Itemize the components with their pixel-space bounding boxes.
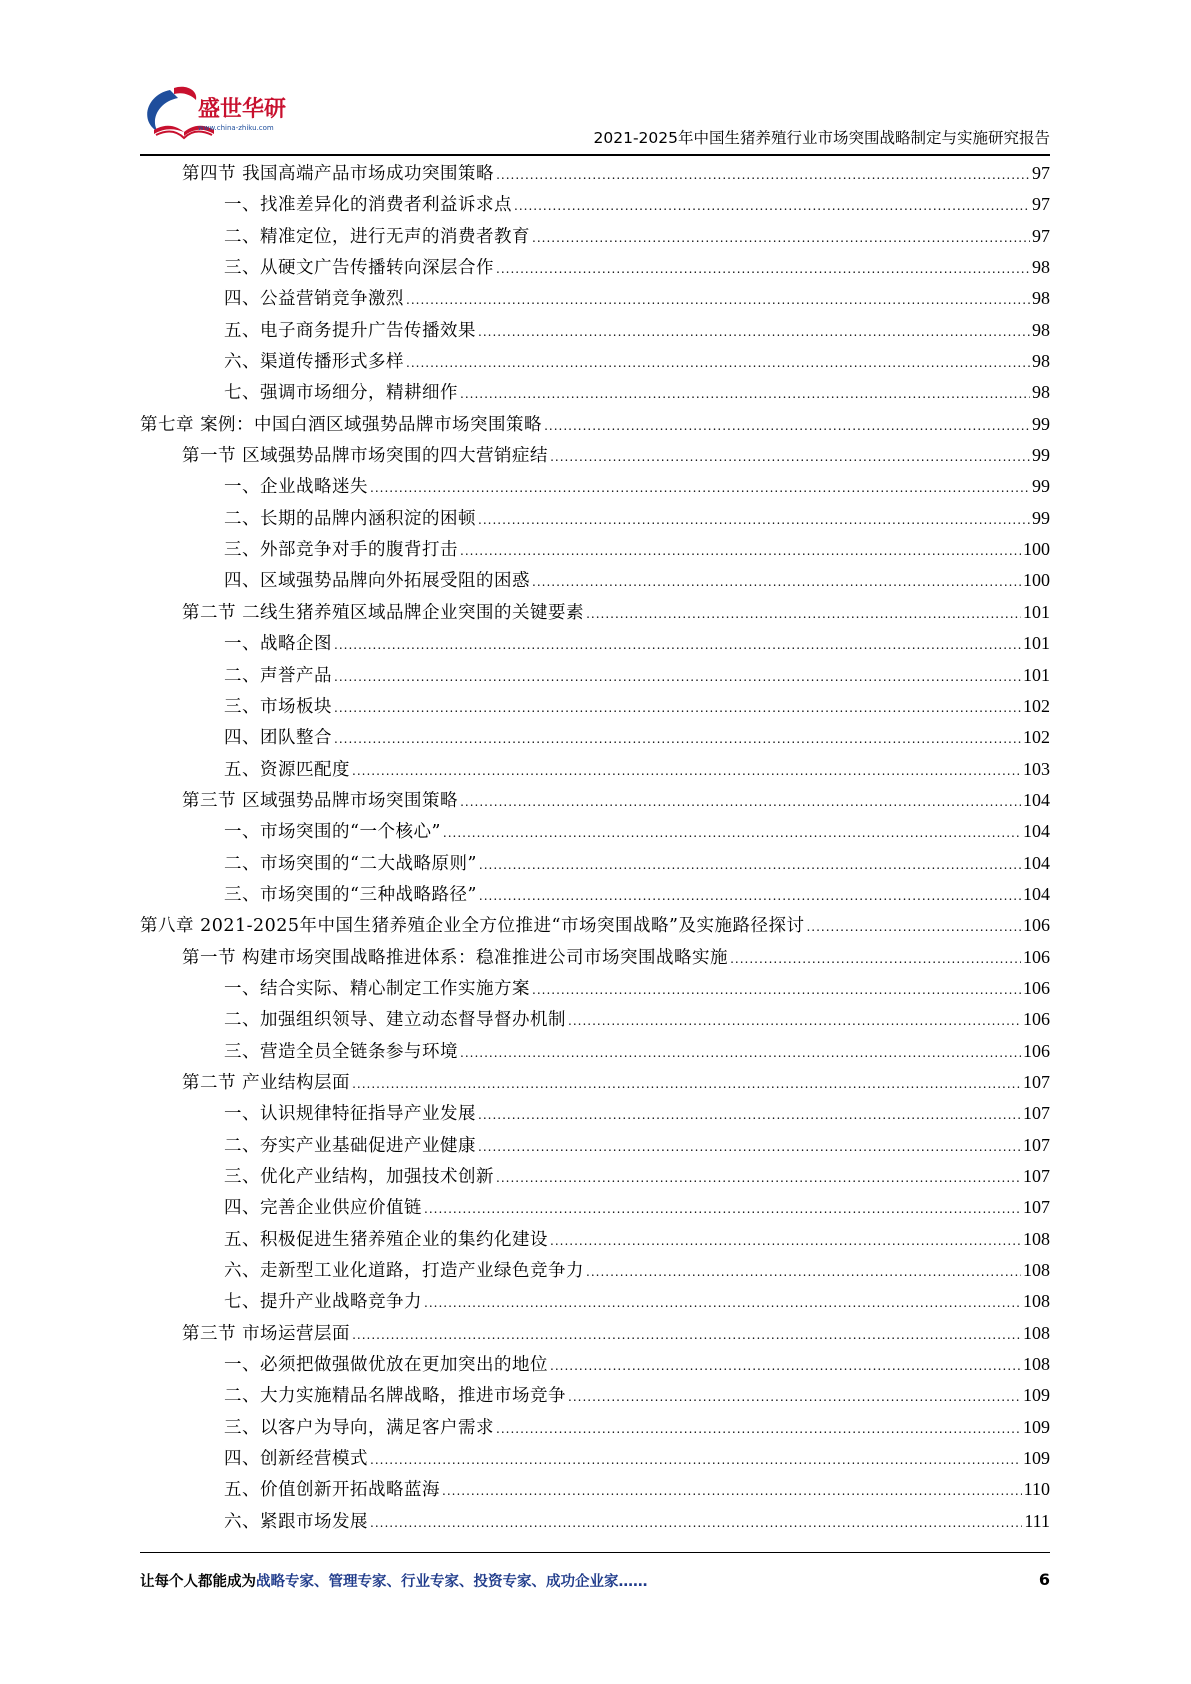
toc-dot-leader [730, 944, 1021, 975]
toc-entry-page: 107 [1023, 1166, 1050, 1186]
toc-entry-page: 104 [1023, 883, 1050, 904]
toc-entry-page: 97 [1032, 194, 1050, 215]
toc-entry-page: 106 [1023, 915, 1050, 936]
toc-entry-title: 三、外部竞争对手的腹背打击 [224, 540, 458, 561]
toc-entry[interactable] [140, 471, 1050, 502]
toc-entry[interactable] [140, 1224, 1050, 1255]
toc-entry-title: 七、提升产业战略竞争力 [224, 1292, 422, 1313]
toc-entry[interactable] [140, 816, 1050, 847]
toc-entry[interactable] [140, 785, 1050, 816]
toc-entry[interactable] [140, 1130, 1050, 1161]
toc-entry-page: 97 [1032, 225, 1050, 246]
toc-dot-leader [586, 599, 1021, 630]
slogan-highlight: 战略专家、管理专家、行业专家、投资专家、成功企业家…… [256, 1574, 648, 1590]
toc-entry[interactable] [140, 722, 1050, 753]
toc-dot-leader [496, 254, 1030, 285]
toc-dot-leader [460, 379, 1030, 410]
toc-entry-title: 二、市场突围的“二大战略原则” [224, 853, 477, 874]
toc-entry-page: 111 [1024, 1510, 1050, 1531]
toc-entry-title: 六、渠道传播形式多样 [224, 352, 404, 373]
toc-entry[interactable] [140, 1067, 1050, 1098]
toc-entry-title: 二、长期的品牌内涵积淀的困顿 [224, 508, 476, 529]
toc-entry-title: 二、加强组织领导、建立动态督导督办机制 [224, 1010, 566, 1031]
page-footer [140, 1570, 1050, 1600]
toc-dot-leader [568, 1382, 1021, 1413]
slogan-prefix: 让每个人都能成为 [140, 1574, 256, 1590]
toc-entry-page: 98 [1032, 319, 1050, 340]
toc-dot-leader [352, 1320, 1021, 1351]
toc-entry[interactable] [140, 534, 1050, 565]
table-of-contents [140, 158, 1050, 1537]
toc-entry-page: 104 [1023, 789, 1050, 810]
toc-dot-leader [568, 1006, 1021, 1037]
toc-entry-page: 100 [1023, 570, 1050, 591]
toc-entry-page: 106 [1023, 1009, 1050, 1030]
toc-entry-page: 99 [1032, 476, 1050, 497]
page-number: 6 [1038, 1570, 1050, 1589]
toc-entry-title: 三、营造全员全链条参与环境 [224, 1041, 458, 1062]
header-divider [140, 154, 1050, 156]
toc-dot-leader [550, 1351, 1021, 1382]
toc-entry[interactable] [140, 1286, 1050, 1317]
toc-entry[interactable] [140, 597, 1050, 628]
toc-entry-title: 第八章 2021-2025年中国生猪养殖企业全方位推进“市场突围战略”及实施路径探讨 [140, 916, 805, 937]
toc-entry-title: 第七章 案例：中国白酒区域强势品牌市场突围策略 [140, 414, 543, 435]
toc-dot-leader [478, 1132, 1021, 1163]
toc-entry[interactable] [140, 1192, 1050, 1223]
toc-entry[interactable] [140, 377, 1050, 408]
toc-entry-title: 三、从硬文广告传播转向深层合作 [224, 258, 494, 279]
toc-entry[interactable] [140, 1255, 1050, 1286]
toc-entry-title: 第三节 区域强势品牌市场突围策略 [182, 790, 459, 811]
toc-dot-leader [460, 787, 1021, 818]
toc-entry-page: 98 [1032, 351, 1050, 372]
toc-entry-page: 104 [1023, 852, 1050, 873]
toc-entry-title: 七、强调市场细分，精耕细作 [224, 383, 458, 404]
toc-dot-leader [478, 505, 1030, 536]
toc-dot-leader [406, 285, 1030, 316]
toc-dot-leader [479, 881, 1021, 912]
toc-dot-leader [496, 1163, 1021, 1194]
toc-dot-leader [806, 912, 1021, 943]
toc-entry-page: 102 [1023, 695, 1050, 716]
toc-dot-leader [424, 1194, 1021, 1225]
toc-entry[interactable] [140, 691, 1050, 722]
toc-dot-leader [460, 536, 1021, 567]
toc-dot-leader [352, 1069, 1021, 1100]
toc-entry[interactable] [140, 628, 1050, 659]
toc-entry-page: 99 [1032, 507, 1050, 528]
toc-entry-page: 109 [1023, 1385, 1050, 1406]
toc-entry[interactable] [140, 1349, 1050, 1380]
toc-entry-page: 102 [1023, 727, 1050, 748]
toc-dot-leader [406, 348, 1030, 379]
toc-entry-title: 第一节 区域强势品牌市场突围的四大营销症结 [182, 446, 549, 467]
footer-divider [140, 1552, 1050, 1553]
toc-dot-leader [478, 1100, 1021, 1131]
toc-entry[interactable] [140, 565, 1050, 596]
toc-dot-leader [532, 223, 1030, 254]
toc-entry[interactable] [140, 942, 1050, 973]
toc-entry-page: 104 [1023, 821, 1050, 842]
toc-entry-title: 一、找准差异化的消费者利益诉求点 [224, 195, 512, 216]
toc-entry[interactable] [140, 158, 1050, 189]
toc-entry-page: 99 [1032, 445, 1050, 466]
toc-entry[interactable] [140, 1506, 1050, 1537]
toc-entry-page: 108 [1023, 1228, 1050, 1249]
toc-entry-title: 四、创新经营模式 [224, 1449, 368, 1470]
toc-entry-title: 第二节 产业结构层面 [182, 1072, 351, 1093]
brand-url: www.china-zhiku.com [198, 124, 274, 132]
toc-entry-page: 108 [1023, 1291, 1050, 1312]
toc-dot-leader [586, 1257, 1021, 1288]
toc-entry-page: 110 [1023, 1479, 1050, 1500]
toc-entry[interactable] [140, 910, 1050, 941]
toc-entry-title: 五、资源匹配度 [224, 759, 350, 780]
toc-entry[interactable] [140, 503, 1050, 534]
toc-entry[interactable] [140, 1474, 1050, 1505]
page-header [140, 80, 1050, 150]
toc-entry-title: 四、完善企业供应价值链 [224, 1198, 422, 1219]
toc-entry[interactable] [140, 973, 1050, 1004]
toc-entry-page: 106 [1023, 1040, 1050, 1061]
toc-dot-leader [334, 662, 1021, 693]
toc-dot-leader [334, 630, 1021, 661]
toc-dot-leader [478, 317, 1030, 348]
toc-dot-leader [496, 160, 1030, 191]
toc-entry-title: 三、市场突围的“三种战略路径” [224, 884, 477, 905]
toc-entry[interactable] [140, 440, 1050, 471]
toc-entry-page: 108 [1023, 1354, 1050, 1375]
toc-entry-title: 第二节 二线生猪养殖区域品牌企业突围的关键要素 [182, 602, 585, 623]
toc-entry-title: 二、精准定位，进行无声的消费者教育 [224, 226, 530, 247]
report-title: 2021-2025年中国生猪养殖行业市场突围战略制定与实施研究报告 [593, 129, 1050, 147]
toc-dot-leader [479, 850, 1021, 881]
toc-entry-title: 四、公益营销竞争激烈 [224, 289, 404, 310]
toc-entry-title: 第一节 构建市场突围战略推进体系：稳准推进公司市场突围战略实施 [182, 947, 729, 968]
toc-entry-page: 107 [1023, 1197, 1050, 1218]
toc-entry[interactable] [140, 409, 1050, 440]
toc-entry-title: 四、区域强势品牌向外拓展受阻的困惑 [224, 571, 530, 592]
toc-dot-leader [544, 411, 1030, 442]
toc-entry-title: 二、声誉产品 [224, 665, 332, 686]
toc-entry-page: 97 [1032, 163, 1050, 183]
toc-entry-title: 三、市场板块 [224, 696, 332, 717]
toc-entry[interactable] [140, 754, 1050, 785]
toc-entry-title: 二、大力实施精品名牌战略，推进市场竞争 [224, 1386, 566, 1407]
toc-dot-leader [334, 724, 1021, 755]
toc-entry-title: 二、夯实产业基础促进产业健康 [224, 1135, 476, 1156]
toc-entry-title: 一、认识规律特征指导产业发展 [224, 1104, 476, 1125]
toc-entry-page: 98 [1032, 382, 1050, 403]
toc-dot-leader [370, 473, 1030, 504]
toc-entry-title: 五、积极促进生猪养殖企业的集约化建设 [224, 1229, 548, 1250]
toc-entry[interactable] [140, 1098, 1050, 1129]
toc-dot-leader [550, 1226, 1021, 1257]
toc-entry-title: 六、紧跟市场发展 [224, 1511, 368, 1532]
toc-entry[interactable] [140, 848, 1050, 879]
toc-dot-leader [496, 1414, 1021, 1445]
toc-entry-title: 第四节 我国高端产品市场成功突围策略 [182, 164, 495, 184]
toc-dot-leader [460, 1038, 1021, 1069]
toc-entry[interactable] [140, 879, 1050, 910]
toc-entry-page: 107 [1023, 1134, 1050, 1155]
toc-dot-leader [352, 756, 1021, 787]
toc-dot-leader [443, 818, 1021, 849]
toc-entry-page: 101 [1023, 601, 1050, 622]
toc-entry-page: 107 [1023, 1103, 1050, 1124]
toc-entry-page: 109 [1023, 1448, 1050, 1469]
toc-entry[interactable] [140, 1380, 1050, 1411]
toc-entry[interactable] [140, 1443, 1050, 1474]
toc-entry[interactable] [140, 660, 1050, 691]
toc-entry-title: 一、企业战略迷失 [224, 477, 368, 498]
toc-entry-title: 三、优化产业结构，加强技术创新 [224, 1167, 494, 1187]
toc-entry-page: 98 [1032, 257, 1050, 278]
toc-entry-page: 108 [1023, 1322, 1050, 1343]
toc-entry-title: 三、以客户为导向，满足客户需求 [224, 1417, 494, 1438]
toc-entry-title: 一、市场突围的“一个核心” [224, 822, 441, 843]
toc-dot-leader [370, 1445, 1021, 1476]
toc-entry-page: 106 [1023, 977, 1050, 998]
toc-dot-leader [532, 567, 1021, 598]
toc-entry-title: 四、团队整合 [224, 728, 332, 749]
toc-dot-leader [370, 1508, 1022, 1539]
toc-entry-page: 106 [1023, 946, 1050, 967]
toc-entry-title: 一、战略企图 [224, 634, 332, 655]
toc-entry-page: 101 [1023, 633, 1050, 654]
toc-entry-page: 107 [1023, 1071, 1050, 1092]
toc-entry-page: 99 [1032, 413, 1050, 434]
toc-entry[interactable] [140, 1004, 1050, 1035]
toc-entry[interactable] [140, 221, 1050, 252]
toc-entry-page: 108 [1023, 1260, 1050, 1281]
toc-entry-title: 六、走新型工业化道路，打造产业绿色竞争力 [224, 1261, 584, 1282]
toc-entry-page: 109 [1023, 1416, 1050, 1437]
toc-entry-title: 第三节 市场运营层面 [182, 1323, 351, 1344]
toc-entry[interactable] [140, 283, 1050, 314]
toc-dot-leader [424, 1288, 1021, 1319]
toc-dot-leader [532, 975, 1021, 1006]
toc-dot-leader [334, 693, 1021, 724]
toc-dot-leader [442, 1476, 1022, 1507]
toc-entry[interactable] [140, 1161, 1050, 1192]
toc-entry-title: 一、必须把做强做优放在更加突出的地位 [224, 1355, 548, 1376]
toc-entry-page: 100 [1023, 539, 1050, 560]
toc-entry[interactable] [140, 346, 1050, 377]
toc-entry[interactable] [140, 1412, 1050, 1443]
toc-entry-page: 103 [1023, 758, 1050, 779]
toc-entry[interactable] [140, 1318, 1050, 1349]
footer-slogan [140, 1570, 648, 1591]
toc-entry[interactable] [140, 252, 1050, 283]
toc-dot-leader [514, 191, 1030, 222]
toc-entry[interactable] [140, 189, 1050, 220]
toc-entry-page: 98 [1032, 288, 1050, 309]
toc-entry-page: 101 [1023, 664, 1050, 685]
toc-entry-title: 五、电子商务提升广告传播效果 [224, 320, 476, 341]
toc-entry-title: 五、价值创新开拓战略蓝海 [224, 1480, 440, 1501]
toc-dot-leader [550, 442, 1030, 473]
toc-entry-title: 一、结合实际、精心制定工作实施方案 [224, 978, 530, 999]
toc-entry[interactable] [140, 315, 1050, 346]
brand-name: 盛世华研 [198, 97, 287, 122]
toc-entry[interactable] [140, 1036, 1050, 1067]
brand-logo [140, 80, 315, 150]
